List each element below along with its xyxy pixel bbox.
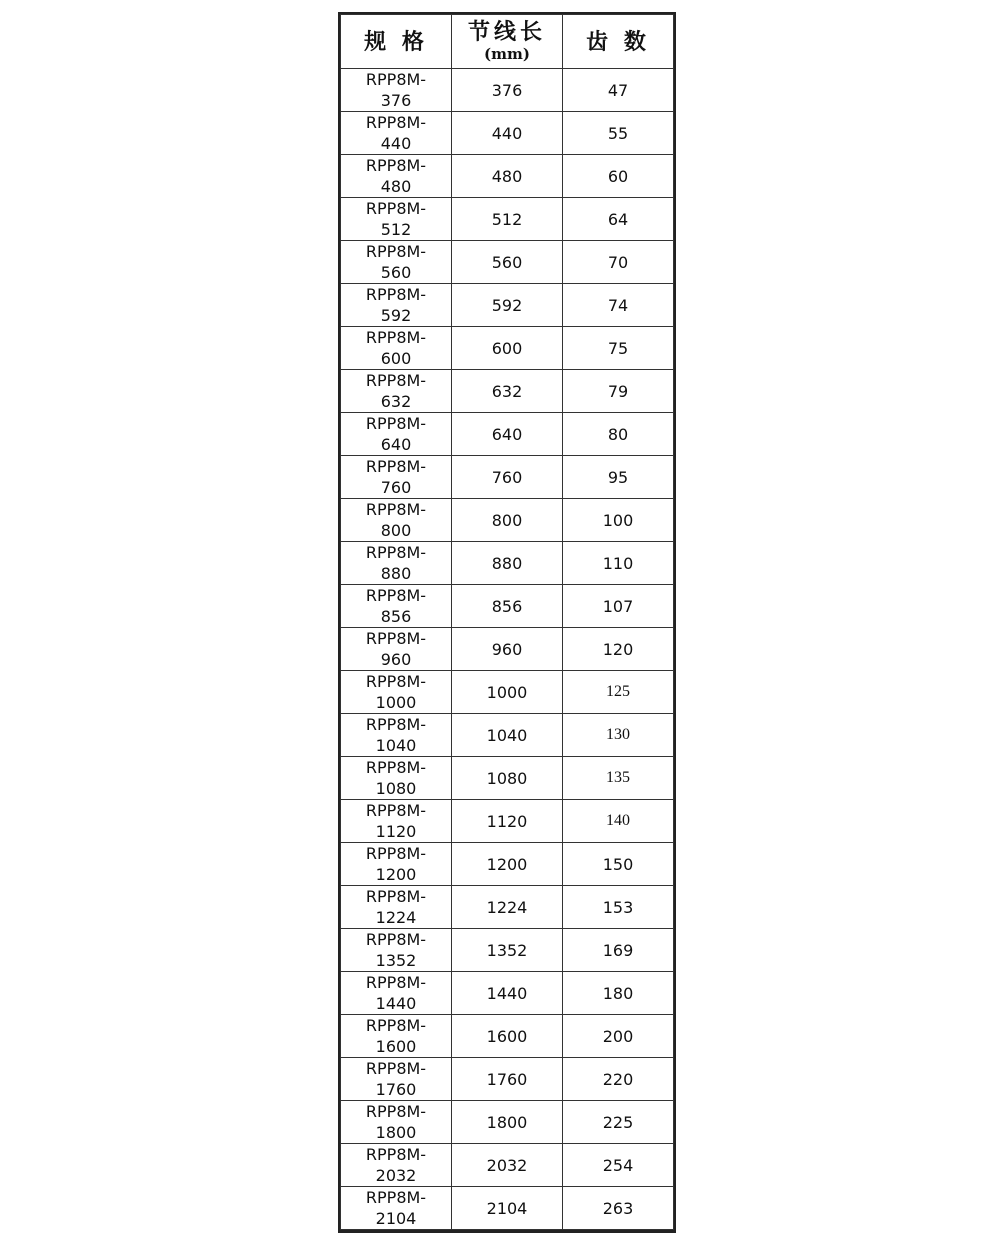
spec-code: 376 xyxy=(380,91,412,110)
spec-code: 760 xyxy=(380,478,412,497)
cell-teeth: 153 xyxy=(563,886,674,929)
belt-spec-table xyxy=(340,14,674,1230)
cell-pitch-length: 880 xyxy=(452,542,563,585)
table-row xyxy=(341,843,674,886)
cell-spec xyxy=(341,198,452,241)
table-row xyxy=(341,714,674,757)
spec-prefix: RPP8M- xyxy=(365,1145,427,1164)
cell-pitch-length: 800 xyxy=(452,499,563,542)
spec-code: 1120 xyxy=(375,822,417,841)
table-row xyxy=(341,929,674,972)
spec-code: 1760 xyxy=(375,1080,417,1099)
spec-prefix: RPP8M- xyxy=(365,457,427,476)
cell-spec xyxy=(341,241,452,284)
table-row xyxy=(341,370,674,413)
spec-code: 512 xyxy=(380,220,412,239)
spec-prefix: RPP8M- xyxy=(365,543,427,562)
cell-teeth: 74 xyxy=(563,284,674,327)
cell-spec xyxy=(341,499,452,542)
spec-prefix: RPP8M- xyxy=(365,801,427,820)
cell-pitch-length: 2104 xyxy=(452,1187,563,1230)
table-row xyxy=(341,284,674,327)
cell-teeth: 254 xyxy=(563,1144,674,1187)
cell-teeth: 70 xyxy=(563,241,674,284)
cell-teeth: 79 xyxy=(563,370,674,413)
cell-teeth: 220 xyxy=(563,1058,674,1101)
spec-code: 856 xyxy=(380,607,412,626)
cell-teeth: 60 xyxy=(563,155,674,198)
spec-prefix: RPP8M- xyxy=(365,844,427,863)
cell-pitch-length: 632 xyxy=(452,370,563,413)
cell-teeth: 110 xyxy=(563,542,674,585)
cell-pitch-length: 1800 xyxy=(452,1101,563,1144)
cell-teeth: 150 xyxy=(563,843,674,886)
cell-pitch-length: 1200 xyxy=(452,843,563,886)
spec-code: 2104 xyxy=(375,1209,417,1228)
cell-spec xyxy=(341,1101,452,1144)
cell-pitch-length: 1040 xyxy=(452,714,563,757)
spec-code: 880 xyxy=(380,564,412,583)
table-row xyxy=(341,542,674,585)
spec-prefix: RPP8M- xyxy=(365,371,427,390)
cell-pitch-length: 1224 xyxy=(452,886,563,929)
cell-spec xyxy=(341,112,452,155)
header-spec xyxy=(341,15,452,69)
cell-spec xyxy=(341,585,452,628)
spec-prefix: RPP8M- xyxy=(365,1059,427,1078)
cell-teeth: 263 xyxy=(563,1187,674,1230)
spec-code: 1800 xyxy=(375,1123,417,1142)
cell-pitch-length: 1080 xyxy=(452,757,563,800)
cell-pitch-length: 440 xyxy=(452,112,563,155)
spec-code: 2032 xyxy=(375,1166,417,1185)
cell-teeth: 125 xyxy=(563,671,674,714)
cell-spec xyxy=(341,1058,452,1101)
header-teeth xyxy=(563,15,674,69)
table-header-row xyxy=(341,15,674,69)
cell-spec xyxy=(341,1015,452,1058)
spec-prefix: RPP8M- xyxy=(365,930,427,949)
spec-code: 632 xyxy=(380,392,412,411)
cell-teeth: 95 xyxy=(563,456,674,499)
spec-prefix: RPP8M- xyxy=(365,1016,427,1035)
table-row xyxy=(341,972,674,1015)
spec-code: 1200 xyxy=(375,865,417,884)
table-row xyxy=(341,155,674,198)
table-row xyxy=(341,1187,674,1230)
table-row xyxy=(341,198,674,241)
spec-code: 1000 xyxy=(375,693,417,712)
cell-pitch-length: 1440 xyxy=(452,972,563,1015)
spec-prefix: RPP8M- xyxy=(365,285,427,304)
spec-code: 440 xyxy=(380,134,412,153)
cell-teeth: 130 xyxy=(563,714,674,757)
spec-prefix: RPP8M- xyxy=(365,113,427,132)
belt-spec-table-container xyxy=(338,12,676,1233)
spec-prefix: RPP8M- xyxy=(365,242,427,261)
spec-prefix: RPP8M- xyxy=(365,1102,427,1121)
spec-prefix: RPP8M- xyxy=(365,629,427,648)
spec-code: 592 xyxy=(380,306,412,325)
table-row xyxy=(341,456,674,499)
spec-prefix: RPP8M- xyxy=(365,973,427,992)
spec-prefix: RPP8M- xyxy=(365,328,427,347)
cell-spec xyxy=(341,370,452,413)
table-row xyxy=(341,886,674,929)
cell-pitch-length: 2032 xyxy=(452,1144,563,1187)
cell-teeth: 120 xyxy=(563,628,674,671)
cell-pitch-length: 1600 xyxy=(452,1015,563,1058)
cell-pitch-length: 1120 xyxy=(452,800,563,843)
header-pitch-length xyxy=(452,15,563,69)
cell-pitch-length: 640 xyxy=(452,413,563,456)
cell-spec xyxy=(341,800,452,843)
cell-spec xyxy=(341,327,452,370)
cell-pitch-length: 1000 xyxy=(452,671,563,714)
spec-prefix: RPP8M- xyxy=(365,199,427,218)
header-spec-label: 规 格 xyxy=(364,28,428,55)
cell-spec xyxy=(341,542,452,585)
table-row xyxy=(341,69,674,112)
cell-pitch-length: 760 xyxy=(452,456,563,499)
table-row xyxy=(341,112,674,155)
spec-code: 1224 xyxy=(375,908,417,927)
spec-code: 640 xyxy=(380,435,412,454)
table-row xyxy=(341,628,674,671)
spec-prefix: RPP8M- xyxy=(365,758,427,777)
cell-pitch-length: 600 xyxy=(452,327,563,370)
cell-teeth: 47 xyxy=(563,69,674,112)
table-row xyxy=(341,757,674,800)
cell-spec xyxy=(341,456,452,499)
spec-prefix: RPP8M- xyxy=(365,500,427,519)
cell-spec xyxy=(341,1144,452,1187)
spec-prefix: RPP8M- xyxy=(365,156,427,175)
spec-code: 1440 xyxy=(375,994,417,1013)
cell-spec xyxy=(341,155,452,198)
table-row xyxy=(341,1058,674,1101)
table-body xyxy=(341,69,674,1230)
table-row xyxy=(341,585,674,628)
cell-teeth: 100 xyxy=(563,499,674,542)
cell-teeth: 64 xyxy=(563,198,674,241)
cell-teeth: 75 xyxy=(563,327,674,370)
cell-teeth: 140 xyxy=(563,800,674,843)
cell-spec xyxy=(341,1187,452,1230)
table-row xyxy=(341,241,674,284)
cell-pitch-length: 592 xyxy=(452,284,563,327)
spec-code: 1040 xyxy=(375,736,417,755)
table-row xyxy=(341,499,674,542)
spec-code: 1080 xyxy=(375,779,417,798)
cell-pitch-length: 856 xyxy=(452,585,563,628)
cell-spec xyxy=(341,972,452,1015)
cell-pitch-length: 480 xyxy=(452,155,563,198)
cell-pitch-length: 376 xyxy=(452,69,563,112)
spec-prefix: RPP8M- xyxy=(365,70,427,89)
cell-pitch-length: 512 xyxy=(452,198,563,241)
table-row xyxy=(341,1101,674,1144)
spec-code: 560 xyxy=(380,263,412,282)
header-pitch-length-label: 节线长 xyxy=(467,18,546,45)
cell-teeth: 225 xyxy=(563,1101,674,1144)
cell-teeth: 180 xyxy=(563,972,674,1015)
cell-pitch-length: 1352 xyxy=(452,929,563,972)
cell-spec xyxy=(341,843,452,886)
table-row xyxy=(341,1015,674,1058)
header-teeth-label: 齿 数 xyxy=(586,28,650,55)
spec-code: 480 xyxy=(380,177,412,196)
cell-spec xyxy=(341,628,452,671)
cell-pitch-length: 1760 xyxy=(452,1058,563,1101)
spec-code: 1352 xyxy=(375,951,417,970)
table-row xyxy=(341,671,674,714)
cell-spec xyxy=(341,929,452,972)
cell-spec xyxy=(341,69,452,112)
cell-teeth: 169 xyxy=(563,929,674,972)
spec-code: 960 xyxy=(380,650,412,669)
cell-spec xyxy=(341,757,452,800)
cell-teeth: 80 xyxy=(563,413,674,456)
cell-teeth: 55 xyxy=(563,112,674,155)
spec-prefix: RPP8M- xyxy=(365,414,427,433)
cell-spec xyxy=(341,284,452,327)
table-row xyxy=(341,800,674,843)
spec-code: 800 xyxy=(380,521,412,540)
cell-spec xyxy=(341,413,452,456)
spec-prefix: RPP8M- xyxy=(365,715,427,734)
table-row xyxy=(341,327,674,370)
table-row xyxy=(341,1144,674,1187)
spec-prefix: RPP8M- xyxy=(365,1188,427,1207)
spec-code: 1600 xyxy=(375,1037,417,1056)
cell-pitch-length: 960 xyxy=(452,628,563,671)
spec-prefix: RPP8M- xyxy=(365,672,427,691)
cell-teeth: 107 xyxy=(563,585,674,628)
cell-pitch-length: 560 xyxy=(452,241,563,284)
cell-spec xyxy=(341,714,452,757)
header-pitch-length-unit: (mm) xyxy=(484,44,530,63)
cell-spec xyxy=(341,886,452,929)
cell-teeth: 135 xyxy=(563,757,674,800)
spec-prefix: RPP8M- xyxy=(365,586,427,605)
table-row xyxy=(341,413,674,456)
spec-code: 600 xyxy=(380,349,412,368)
cell-spec xyxy=(341,671,452,714)
cell-teeth: 200 xyxy=(563,1015,674,1058)
spec-prefix: RPP8M- xyxy=(365,887,427,906)
